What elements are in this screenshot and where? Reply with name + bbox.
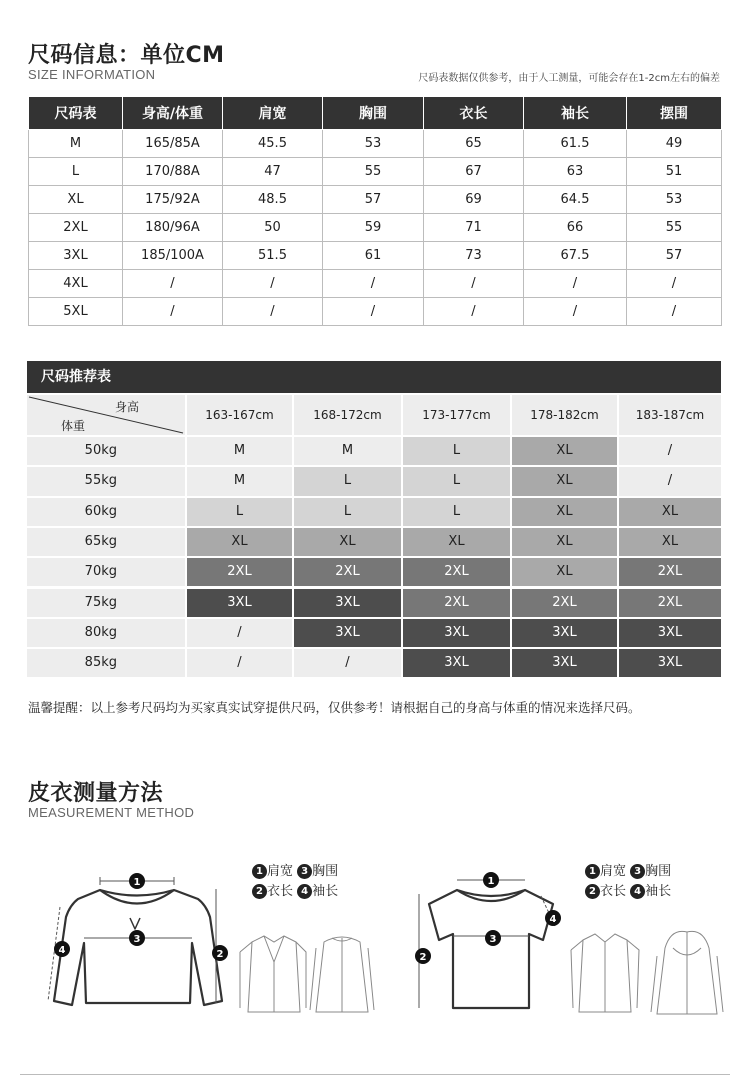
table-cell: XL	[29, 186, 123, 214]
size-cell: XL	[187, 528, 292, 556]
size-cell: L	[403, 467, 510, 495]
table-row	[29, 214, 722, 242]
size-cell: XL	[619, 528, 721, 556]
table-cell: 64.5	[524, 186, 627, 214]
table-cell: 55	[627, 214, 722, 242]
legend-left	[252, 862, 338, 902]
table-cell: 5XL	[29, 298, 123, 326]
table-cell: L	[29, 158, 123, 186]
table-row	[29, 270, 722, 298]
size-cell: M	[294, 437, 401, 465]
table-cell: 53	[323, 130, 424, 158]
longsleeve-diagram	[40, 855, 240, 1025]
size-cell: 2XL	[512, 589, 617, 617]
size-cell: 3XL	[619, 649, 721, 677]
legend-num: 2	[585, 884, 600, 899]
size-cell: 2XL	[619, 558, 721, 586]
size-cell: L	[187, 498, 292, 526]
weight-label: 80kg	[27, 619, 185, 647]
shirt-sketch-icon	[571, 934, 639, 1012]
size-cell: 2XL	[619, 589, 721, 617]
table-cell: 51.5	[223, 242, 323, 270]
header-cell: 尺码表	[29, 97, 123, 130]
size-cell: 2XL	[294, 558, 401, 586]
legend-num: 1	[252, 864, 267, 879]
size-cell: 3XL	[294, 589, 401, 617]
size-cell: /	[619, 467, 721, 495]
recommend-grid	[27, 395, 721, 685]
legend-label: 衣长	[267, 884, 294, 899]
svg-text:4: 4	[58, 945, 66, 956]
height-header: 173-177cm	[403, 395, 510, 435]
legend-label: 袖长	[645, 884, 672, 899]
table-row	[29, 298, 722, 326]
table-cell: 4XL	[29, 270, 123, 298]
hoodie-sketch-icon	[651, 931, 723, 1014]
weight-label: 60kg	[27, 498, 185, 526]
table-cell: 51	[627, 158, 722, 186]
table-cell: /	[424, 298, 524, 326]
size-cell: 3XL	[619, 619, 721, 647]
jacket-sketches	[232, 932, 382, 1022]
table-cell: /	[524, 298, 627, 326]
size-cell: L	[294, 467, 401, 495]
size-cell: 3XL	[512, 619, 617, 647]
legend-num: 2	[252, 884, 267, 899]
size-cell: /	[294, 649, 401, 677]
table-cell: /	[223, 298, 323, 326]
legend-num: 1	[585, 864, 600, 879]
size-cell: 3XL	[403, 619, 510, 647]
size-cell: XL	[512, 528, 617, 556]
size-cell: M	[187, 437, 292, 465]
size-info-subtitle: SIZE INFORMATION	[28, 67, 156, 82]
height-header: 178-182cm	[512, 395, 617, 435]
weight-label: 50kg	[27, 437, 185, 465]
legend-label: 肩宽	[600, 864, 627, 879]
table-cell: 50	[223, 214, 323, 242]
tip-text: 温馨提醒：以上参考尺码均为买家真实试穿提供尺码，仅供参考！请根据自己的身高与体重的情况来选择尺码。	[28, 700, 641, 715]
size-cell: 3XL	[187, 589, 292, 617]
size-cell: 3XL	[294, 619, 401, 647]
tshirt-diagram	[405, 860, 575, 1020]
size-table	[28, 96, 722, 326]
shirt-sketches	[565, 928, 730, 1023]
marker-2	[212, 945, 228, 961]
svg-text:3: 3	[489, 934, 497, 945]
weight-label: 70kg	[27, 558, 185, 586]
header-cell: 胸围	[323, 97, 424, 130]
table-cell: /	[323, 270, 424, 298]
size-cell: XL	[512, 558, 617, 586]
size-table-header	[29, 97, 722, 130]
table-cell: M	[29, 130, 123, 158]
table-cell: /	[424, 270, 524, 298]
legend-num: 4	[630, 884, 645, 899]
table-cell: 61	[323, 242, 424, 270]
table-cell: 55	[323, 158, 424, 186]
size-cell: XL	[619, 498, 721, 526]
table-cell: /	[123, 298, 223, 326]
size-cell: 3XL	[403, 649, 510, 677]
corner-cell	[27, 395, 185, 435]
legend-label: 胸围	[645, 864, 672, 879]
corner-diagonal	[27, 395, 185, 435]
table-cell: 175/92A	[123, 186, 223, 214]
legend-label: 肩宽	[267, 864, 294, 879]
table-cell: 59	[323, 214, 424, 242]
zip-jacket-sketch-icon	[310, 937, 374, 1012]
table-cell: 170/88A	[123, 158, 223, 186]
weight-label: 75kg	[27, 589, 185, 617]
size-cell: XL	[512, 498, 617, 526]
table-cell: 47	[223, 158, 323, 186]
table-cell: 48.5	[223, 186, 323, 214]
height-header: 163-167cm	[187, 395, 292, 435]
legend-label: 胸围	[312, 864, 339, 879]
legend-num: 4	[297, 884, 312, 899]
header-cell: 肩宽	[223, 97, 323, 130]
size-cell: L	[294, 498, 401, 526]
weight-label: 65kg	[27, 528, 185, 556]
legend-right	[585, 862, 671, 902]
size-cell: XL	[294, 528, 401, 556]
svg-text:1: 1	[133, 877, 141, 888]
marker-3	[129, 930, 145, 946]
table-cell: 180/96A	[123, 214, 223, 242]
table-row	[29, 158, 722, 186]
legend-num: 3	[297, 864, 312, 879]
recommend-title: 尺码推荐表	[27, 361, 721, 393]
header-cell: 袖长	[524, 97, 627, 130]
corner-weight-label: 体重	[61, 419, 86, 433]
table-cell: 165/85A	[123, 130, 223, 158]
table-cell: 61.5	[524, 130, 627, 158]
weight-label: 55kg	[27, 467, 185, 495]
marker-2	[415, 948, 431, 964]
header-cell: 摆围	[627, 97, 722, 130]
size-cell: 2XL	[187, 558, 292, 586]
table-cell: 2XL	[29, 214, 123, 242]
table-cell: 65	[424, 130, 524, 158]
table-cell: 185/100A	[123, 242, 223, 270]
marker-4	[545, 910, 561, 926]
table-cell: /	[627, 298, 722, 326]
size-cell: 2XL	[403, 589, 510, 617]
size-cell: XL	[403, 528, 510, 556]
table-cell: /	[123, 270, 223, 298]
table-cell: /	[323, 298, 424, 326]
svg-text:2: 2	[216, 949, 224, 960]
header-cell: 身高/体重	[123, 97, 223, 130]
table-cell: /	[524, 270, 627, 298]
corner-height-label: 身高	[115, 400, 140, 414]
legend-label: 衣长	[600, 884, 627, 899]
method-title: 皮衣测量方法	[28, 781, 164, 806]
table-cell: /	[627, 270, 722, 298]
table-cell: 3XL	[29, 242, 123, 270]
size-cell: XL	[512, 437, 617, 465]
size-info-title: 尺码信息：单位CM	[28, 43, 225, 68]
bottom-divider	[20, 1074, 730, 1075]
longsleeve-outline	[54, 890, 222, 1005]
method-subtitle: MEASUREMENT METHOD	[28, 805, 195, 820]
table-cell: 73	[424, 242, 524, 270]
svg-text:4: 4	[549, 914, 557, 925]
table-cell: 71	[424, 214, 524, 242]
size-info-note: 尺码表数据仅供参考，由于人工测量，可能会存在1-2cm左右的偏差	[418, 73, 720, 84]
marker-1	[483, 872, 499, 888]
height-header: 168-172cm	[294, 395, 401, 435]
size-cell: /	[619, 437, 721, 465]
size-cell: /	[187, 619, 292, 647]
marker-3	[485, 930, 501, 946]
size-cell: XL	[512, 467, 617, 495]
table-cell: 67	[424, 158, 524, 186]
size-cell: 3XL	[512, 649, 617, 677]
size-cell: /	[187, 649, 292, 677]
legend-label: 袖长	[312, 884, 339, 899]
tshirt-outline	[429, 890, 553, 1008]
size-cell: L	[403, 498, 510, 526]
table-row	[29, 130, 722, 158]
height-header: 183-187cm	[619, 395, 721, 435]
size-cell: L	[403, 437, 510, 465]
table-row	[29, 242, 722, 270]
table-cell: 67.5	[524, 242, 627, 270]
table-cell: 49	[627, 130, 722, 158]
table-row	[29, 186, 722, 214]
marker-1	[129, 873, 145, 889]
table-cell: /	[223, 270, 323, 298]
table-cell: 69	[424, 186, 524, 214]
size-cell: M	[187, 467, 292, 495]
header-cell: 衣长	[424, 97, 524, 130]
table-cell: 57	[627, 242, 722, 270]
weight-label: 85kg	[27, 649, 185, 677]
legend-num: 3	[630, 864, 645, 879]
svg-text:3: 3	[133, 934, 141, 945]
svg-text:1: 1	[487, 876, 495, 887]
blazer-sketch-icon	[240, 936, 306, 1012]
table-cell: 57	[323, 186, 424, 214]
table-cell: 45.5	[223, 130, 323, 158]
size-cell: 2XL	[403, 558, 510, 586]
table-cell: 53	[627, 186, 722, 214]
table-cell: 66	[524, 214, 627, 242]
svg-text:2: 2	[419, 952, 427, 963]
marker-4	[54, 941, 70, 957]
table-cell: 63	[524, 158, 627, 186]
